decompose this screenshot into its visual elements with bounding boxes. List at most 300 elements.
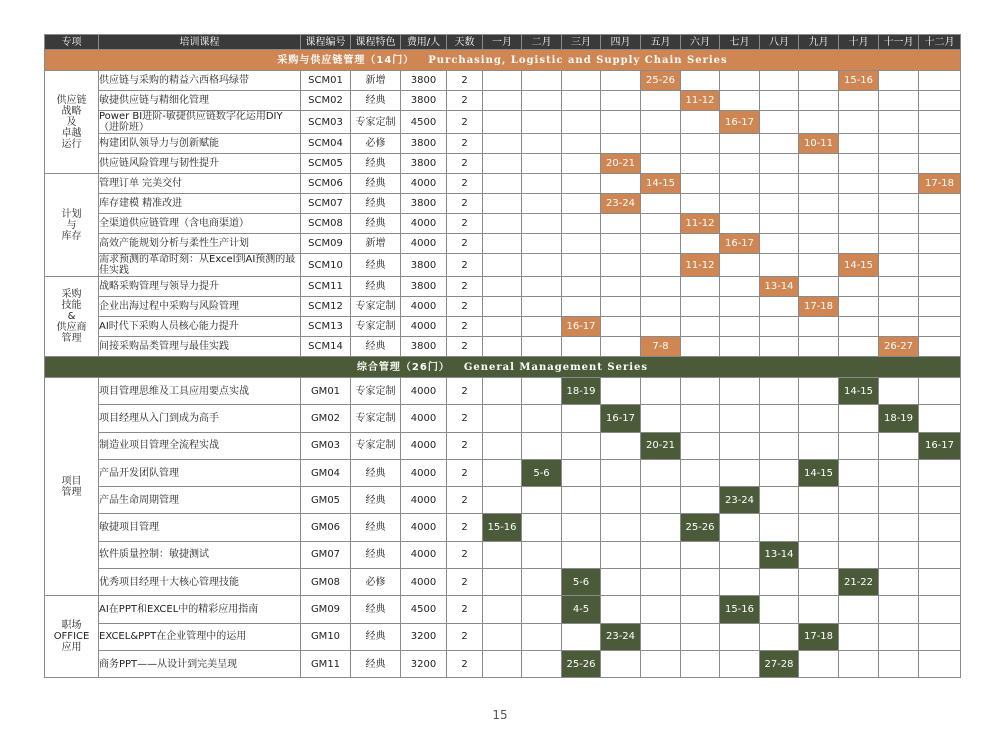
month-cell — [641, 194, 681, 214]
month-cell — [720, 514, 760, 541]
course-fee: 3800 — [401, 194, 447, 214]
course-name: AI时代下采购人员核心能力提升 — [99, 317, 301, 337]
month-cell — [839, 514, 879, 541]
month-cell — [641, 596, 681, 623]
month-cell — [483, 569, 522, 596]
session-date: 13-14 — [760, 541, 799, 568]
month-cell — [483, 650, 522, 677]
session-date: 7-8 — [641, 337, 681, 357]
month-cell — [760, 432, 799, 459]
course-fee: 4000 — [401, 317, 447, 337]
course-feature: 经典 — [351, 541, 401, 568]
month-cell — [760, 337, 799, 357]
month-cell — [522, 378, 562, 405]
course-feature: 经典 — [351, 487, 401, 514]
month-cell — [760, 569, 799, 596]
month-cell — [799, 91, 839, 111]
course-code: GM08 — [301, 569, 351, 596]
month-cell — [799, 174, 839, 194]
month-cell — [919, 111, 961, 134]
session-date: 25-26 — [681, 514, 720, 541]
month-cell — [799, 71, 839, 91]
month-cell — [522, 317, 562, 337]
month-cell — [760, 459, 799, 486]
course-fee: 4000 — [401, 541, 447, 568]
column-header: 十月 — [839, 35, 879, 50]
month-cell — [483, 297, 522, 317]
month-cell — [681, 297, 720, 317]
month-cell — [919, 541, 961, 568]
month-cell — [799, 337, 839, 357]
course-feature: 新增 — [351, 71, 401, 91]
course-fee: 4000 — [401, 459, 447, 486]
month-cell — [839, 297, 879, 317]
month-cell — [562, 111, 601, 134]
month-cell — [641, 487, 681, 514]
month-cell — [799, 317, 839, 337]
month-cell — [879, 569, 919, 596]
session-date: 15-16 — [720, 596, 760, 623]
month-cell — [760, 111, 799, 134]
month-cell — [919, 596, 961, 623]
month-cell — [483, 71, 522, 91]
session-date: 27-28 — [760, 650, 799, 677]
month-cell — [522, 134, 562, 154]
section-title — [45, 357, 961, 378]
table-row — [45, 596, 961, 623]
month-cell — [839, 277, 879, 297]
course-code: GM11 — [301, 650, 351, 677]
course-fee: 4000 — [401, 569, 447, 596]
course-fee: 3200 — [401, 650, 447, 677]
course-name: 管理订单 完美交付 — [99, 174, 301, 194]
course-fee: 3800 — [401, 154, 447, 174]
course-fee: 3200 — [401, 623, 447, 650]
month-cell — [483, 111, 522, 134]
course-days: 2 — [447, 91, 483, 111]
table-row — [45, 234, 961, 254]
month-cell — [681, 71, 720, 91]
table-row — [45, 194, 961, 214]
course-name: 库存建模 精准改进 — [99, 194, 301, 214]
month-cell — [562, 405, 601, 432]
session-date: 16-17 — [720, 111, 760, 134]
course-feature: 经典 — [351, 514, 401, 541]
month-cell — [799, 596, 839, 623]
month-cell — [522, 254, 562, 277]
month-cell — [879, 277, 919, 297]
month-cell — [839, 134, 879, 154]
month-cell — [919, 194, 961, 214]
month-cell — [839, 459, 879, 486]
section-header-purchasing — [45, 50, 961, 71]
course-feature: 专家定制 — [351, 297, 401, 317]
month-cell — [879, 514, 919, 541]
session-date: 15-16 — [483, 514, 522, 541]
month-cell — [483, 378, 522, 405]
month-cell — [760, 487, 799, 514]
month-cell — [879, 91, 919, 111]
month-cell — [641, 134, 681, 154]
month-cell — [522, 111, 562, 134]
course-name: 供应链风险管理与韧性提升 — [99, 154, 301, 174]
month-cell — [681, 378, 720, 405]
month-cell — [522, 405, 562, 432]
course-name: 需求预测的革命时刻：从Excel到AI预测的最佳实践 — [99, 254, 301, 277]
page-number: 15 — [492, 708, 508, 722]
month-cell — [601, 174, 641, 194]
month-cell — [839, 174, 879, 194]
month-cell — [720, 459, 760, 486]
header-row — [45, 35, 961, 50]
month-cell — [562, 174, 601, 194]
session-date: 17-18 — [919, 174, 961, 194]
course-code: GM07 — [301, 541, 351, 568]
section-title — [45, 50, 961, 71]
month-cell — [681, 541, 720, 568]
column-header: 十一月 — [879, 35, 919, 50]
month-cell — [522, 514, 562, 541]
month-cell — [839, 650, 879, 677]
month-cell — [522, 214, 562, 234]
table-row — [45, 297, 961, 317]
month-cell — [483, 134, 522, 154]
course-days: 2 — [447, 514, 483, 541]
course-feature: 经典 — [351, 154, 401, 174]
month-cell — [720, 623, 760, 650]
month-cell — [562, 337, 601, 357]
month-cell — [720, 214, 760, 234]
month-cell — [522, 487, 562, 514]
table-row — [45, 569, 961, 596]
month-cell — [720, 317, 760, 337]
month-cell — [720, 194, 760, 214]
month-cell — [760, 134, 799, 154]
month-cell — [919, 623, 961, 650]
session-date: 14-15 — [839, 254, 879, 277]
course-code: GM02 — [301, 405, 351, 432]
course-days: 2 — [447, 459, 483, 486]
month-cell — [839, 623, 879, 650]
course-days: 2 — [447, 378, 483, 405]
month-cell — [641, 378, 681, 405]
month-cell — [562, 254, 601, 277]
month-cell — [483, 337, 522, 357]
table-row — [45, 459, 961, 486]
session-date: 25-26 — [562, 650, 601, 677]
course-name: 间接采购品类管理与最佳实践 — [99, 337, 301, 357]
month-cell — [720, 174, 760, 194]
course-fee: 4000 — [401, 514, 447, 541]
month-cell — [919, 459, 961, 486]
month-cell — [641, 214, 681, 234]
course-days: 2 — [447, 214, 483, 234]
month-cell — [919, 650, 961, 677]
course-name: 敏捷项目管理 — [99, 514, 301, 541]
course-name: 敏捷供应链与精细化管理 — [99, 91, 301, 111]
month-cell — [720, 432, 760, 459]
course-fee: 3800 — [401, 337, 447, 357]
month-cell — [681, 277, 720, 297]
month-cell — [641, 405, 681, 432]
month-cell — [799, 514, 839, 541]
month-cell — [483, 277, 522, 297]
month-cell — [720, 405, 760, 432]
course-days: 2 — [447, 623, 483, 650]
course-days: 2 — [447, 254, 483, 277]
course-code: SCM02 — [301, 91, 351, 111]
month-cell — [919, 134, 961, 154]
course-fee: 3800 — [401, 277, 447, 297]
course-feature: 经典 — [351, 91, 401, 111]
course-code: SCM11 — [301, 277, 351, 297]
course-code: SCM08 — [301, 214, 351, 234]
month-cell — [720, 297, 760, 317]
month-cell — [562, 134, 601, 154]
session-date: 5-6 — [522, 459, 562, 486]
month-cell — [483, 405, 522, 432]
category-cell: 项目 管理 — [45, 378, 99, 596]
month-cell — [760, 174, 799, 194]
course-feature: 经典 — [351, 459, 401, 486]
month-cell — [799, 541, 839, 568]
month-cell — [879, 194, 919, 214]
month-cell — [720, 254, 760, 277]
month-cell — [562, 487, 601, 514]
course-code: GM06 — [301, 514, 351, 541]
course-feature: 专家定制 — [351, 111, 401, 134]
section-header-general — [45, 357, 961, 378]
session-date: 26-27 — [879, 337, 919, 357]
course-fee: 4000 — [401, 297, 447, 317]
month-cell — [919, 317, 961, 337]
table-row — [45, 514, 961, 541]
session-date: 16-17 — [919, 432, 961, 459]
column-header: 八月 — [760, 35, 799, 50]
course-days: 2 — [447, 337, 483, 357]
session-date: 16-17 — [720, 234, 760, 254]
session-date: 23-24 — [720, 487, 760, 514]
course-name: 高效产能规划分析与柔性生产计划 — [99, 234, 301, 254]
month-cell — [601, 297, 641, 317]
month-cell — [681, 569, 720, 596]
table-row — [45, 154, 961, 174]
month-cell — [799, 194, 839, 214]
month-cell — [522, 71, 562, 91]
category-cell: 采购 技能 & 供应商 管理 — [45, 277, 99, 357]
month-cell — [720, 277, 760, 297]
column-header: 七月 — [720, 35, 760, 50]
month-cell — [879, 134, 919, 154]
month-cell — [483, 317, 522, 337]
section-title-en: Purchasing, Logistic and Supply Chain Series — [428, 54, 728, 66]
category-cell: 计划 与 库存 — [45, 174, 99, 277]
table-row — [45, 71, 961, 91]
table-row — [45, 214, 961, 234]
month-cell — [601, 337, 641, 357]
course-name: 战略采购管理与领导力提升 — [99, 277, 301, 297]
month-cell — [799, 432, 839, 459]
month-cell — [641, 234, 681, 254]
month-cell — [919, 569, 961, 596]
session-date: 18-19 — [879, 405, 919, 432]
month-cell — [522, 297, 562, 317]
column-header: 四月 — [601, 35, 641, 50]
month-cell — [681, 134, 720, 154]
month-cell — [601, 514, 641, 541]
column-header: 课程编号 — [301, 35, 351, 50]
session-date: 17-18 — [799, 623, 839, 650]
course-name: 项目经理从入门到成为高手 — [99, 405, 301, 432]
course-days: 2 — [447, 487, 483, 514]
session-date: 13-14 — [760, 277, 799, 297]
month-cell — [522, 432, 562, 459]
course-feature: 经典 — [351, 174, 401, 194]
course-code: SCM13 — [301, 317, 351, 337]
month-cell — [919, 91, 961, 111]
course-days: 2 — [447, 569, 483, 596]
month-cell — [562, 297, 601, 317]
month-cell — [681, 317, 720, 337]
course-days: 2 — [447, 174, 483, 194]
month-cell — [839, 487, 879, 514]
column-header: 培训课程 — [99, 35, 301, 50]
month-cell — [601, 277, 641, 297]
month-cell — [641, 514, 681, 541]
month-cell — [879, 214, 919, 234]
course-name: 产品开发团队管理 — [99, 459, 301, 486]
month-cell — [601, 487, 641, 514]
month-cell — [839, 234, 879, 254]
month-cell — [681, 234, 720, 254]
course-fee: 3800 — [401, 71, 447, 91]
month-cell — [562, 234, 601, 254]
month-cell — [641, 569, 681, 596]
course-name: 全渠道供应链管理（含电商渠道） — [99, 214, 301, 234]
month-cell — [483, 459, 522, 486]
month-cell — [562, 194, 601, 214]
month-cell — [483, 194, 522, 214]
month-cell — [681, 487, 720, 514]
course-name: 软件质量控制：敏捷测试 — [99, 541, 301, 568]
course-feature: 经典 — [351, 337, 401, 357]
month-cell — [919, 154, 961, 174]
month-cell — [720, 541, 760, 568]
column-header: 九月 — [799, 35, 839, 50]
month-cell — [483, 623, 522, 650]
month-cell — [522, 91, 562, 111]
month-cell — [601, 541, 641, 568]
month-cell — [919, 297, 961, 317]
month-cell — [919, 254, 961, 277]
course-feature: 专家定制 — [351, 378, 401, 405]
month-cell — [799, 405, 839, 432]
course-name: 供应链与采购的精益六西格玛绿带 — [99, 71, 301, 91]
course-code: GM09 — [301, 596, 351, 623]
course-code: SCM10 — [301, 254, 351, 277]
session-date: 14-15 — [799, 459, 839, 486]
month-cell — [760, 623, 799, 650]
month-cell — [720, 134, 760, 154]
month-cell — [879, 541, 919, 568]
month-cell — [483, 254, 522, 277]
session-date: 11-12 — [681, 214, 720, 234]
course-feature: 经典 — [351, 254, 401, 277]
month-cell — [839, 596, 879, 623]
course-days: 2 — [447, 71, 483, 91]
table-row — [45, 432, 961, 459]
month-cell — [760, 514, 799, 541]
course-feature: 专家定制 — [351, 317, 401, 337]
month-cell — [720, 650, 760, 677]
course-name: Power BI进阶-敏捷供应链数字化运用DIY（进阶班） — [99, 111, 301, 134]
month-cell — [681, 459, 720, 486]
month-cell — [483, 432, 522, 459]
session-date: 11-12 — [681, 254, 720, 277]
month-cell — [799, 487, 839, 514]
course-days: 2 — [447, 134, 483, 154]
course-name: EXCEL&PPT在企业管理中的运用 — [99, 623, 301, 650]
month-cell — [919, 514, 961, 541]
course-feature: 经典 — [351, 650, 401, 677]
month-cell — [601, 134, 641, 154]
month-cell — [760, 91, 799, 111]
month-cell — [681, 650, 720, 677]
month-cell — [562, 623, 601, 650]
category-cell: 供应链 战略 及 卓越 运行 — [45, 71, 99, 174]
table-row — [45, 541, 961, 568]
month-cell — [522, 194, 562, 214]
section-title-en: General Management Series — [463, 361, 649, 373]
month-cell — [641, 317, 681, 337]
month-cell — [799, 234, 839, 254]
month-cell — [522, 569, 562, 596]
course-fee: 4500 — [401, 596, 447, 623]
course-fee: 3800 — [401, 91, 447, 111]
month-cell — [720, 91, 760, 111]
column-header: 专项 — [45, 35, 99, 50]
month-cell — [601, 91, 641, 111]
session-date: 4-5 — [562, 596, 601, 623]
month-cell — [839, 317, 879, 337]
month-cell — [760, 317, 799, 337]
course-feature: 经典 — [351, 277, 401, 297]
month-cell — [720, 569, 760, 596]
month-cell — [641, 650, 681, 677]
column-header: 六月 — [681, 35, 720, 50]
course-feature: 专家定制 — [351, 405, 401, 432]
month-cell — [839, 214, 879, 234]
session-date: 23-24 — [601, 623, 641, 650]
month-cell — [522, 623, 562, 650]
month-cell — [562, 214, 601, 234]
section-title-cn: 采购与供应链管理（14门） — [277, 54, 415, 66]
month-cell — [641, 297, 681, 317]
month-cell — [839, 194, 879, 214]
course-feature: 必修 — [351, 569, 401, 596]
table-row — [45, 487, 961, 514]
month-cell — [720, 71, 760, 91]
course-code: SCM14 — [301, 337, 351, 357]
course-days: 2 — [447, 194, 483, 214]
course-days: 2 — [447, 317, 483, 337]
course-feature: 必修 — [351, 134, 401, 154]
month-cell — [760, 214, 799, 234]
month-cell — [879, 111, 919, 134]
month-cell — [522, 154, 562, 174]
month-cell — [919, 487, 961, 514]
course-feature: 经典 — [351, 596, 401, 623]
